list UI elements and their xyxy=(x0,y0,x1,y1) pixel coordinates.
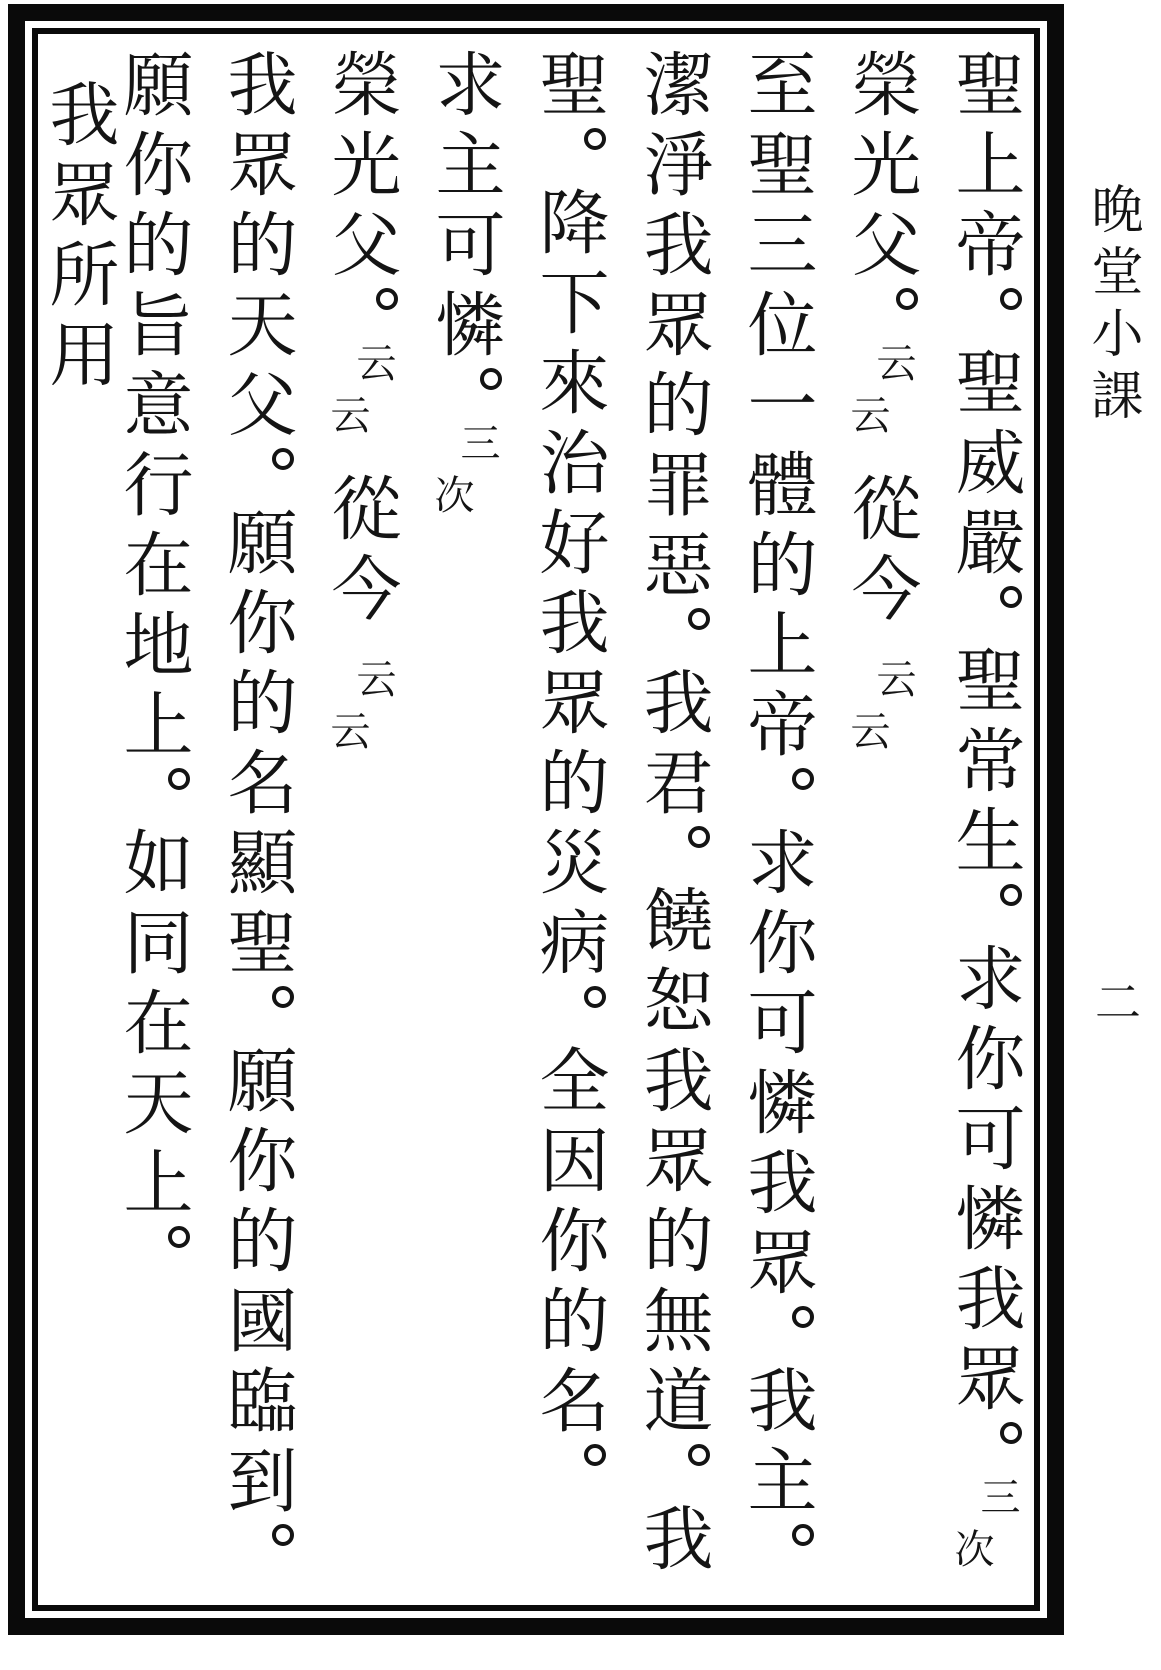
text-column-6 xyxy=(398,48,506,1591)
period-mark xyxy=(584,128,606,150)
period-mark xyxy=(584,986,606,1008)
text-column-8 xyxy=(190,48,298,1591)
prayer-text-segment: 我主 xyxy=(736,1364,818,1552)
text-column-7 xyxy=(294,48,402,1591)
annotation-small-text: 三次 xyxy=(428,422,500,522)
period-mark xyxy=(376,288,398,310)
period-mark xyxy=(688,826,710,848)
text-column-5 xyxy=(502,48,610,1591)
period-mark xyxy=(896,288,918,310)
prayer-text-segment: 饒恕我眾的無道 xyxy=(632,884,714,1472)
annotation-small-text: 云云 xyxy=(844,658,916,758)
annotation-small-text: 云云 xyxy=(324,658,396,758)
period-mark xyxy=(792,1524,814,1546)
prayer-text-segment: 求主可憐 xyxy=(424,48,506,396)
prayer-text-segment: 願你的國臨到 xyxy=(216,1044,298,1552)
prayer-text-segment: 榮光父 xyxy=(840,48,922,316)
page-number: 二 xyxy=(1088,978,1142,1024)
period-mark xyxy=(688,1444,710,1466)
period-mark xyxy=(792,1306,814,1328)
prayer-text-segment: 全因你的名 xyxy=(528,1044,610,1472)
prayer-text-segment: 我 xyxy=(632,1502,714,1582)
prayer-text-segment: 降下來治好我眾的災病 xyxy=(528,186,610,1014)
text-column-1 xyxy=(918,48,1026,1591)
prayer-text-segment: 聖常生 xyxy=(944,644,1026,912)
period-mark xyxy=(792,768,814,790)
period-mark xyxy=(272,986,294,1008)
prayer-text-segment: 從今 xyxy=(840,472,922,632)
page-frame-inner xyxy=(32,28,1040,1611)
period-mark xyxy=(1000,586,1022,608)
prayer-text-segment: 我眾所用 xyxy=(38,78,120,398)
period-mark xyxy=(480,368,502,390)
period-mark xyxy=(168,768,190,790)
period-mark xyxy=(272,1524,294,1546)
period-mark xyxy=(1000,1422,1022,1444)
prayer-text-segment: 聖威嚴 xyxy=(944,346,1026,614)
period-mark xyxy=(168,1226,190,1248)
prayer-text-segment: 從今 xyxy=(320,472,402,632)
period-mark xyxy=(688,608,710,630)
prayer-text-segment: 求你可憐我眾 xyxy=(944,942,1026,1450)
period-mark xyxy=(272,448,294,470)
prayer-text-segment: 至聖三位一體的上帝 xyxy=(736,48,818,796)
prayer-text-segment: 願你的旨意行在地上 xyxy=(112,48,194,796)
prayer-text-segment: 聖上帝 xyxy=(944,48,1026,316)
prayer-text-segment: 我眾的天父 xyxy=(216,48,298,476)
prayer-text-segment: 求你可憐我眾 xyxy=(736,826,818,1334)
prayer-text-segment: 聖 xyxy=(528,48,610,156)
prayer-text-segment: 願你的名顯聖 xyxy=(216,506,298,1014)
text-column-9 xyxy=(38,48,194,1591)
prayer-text-segment: 榮光父 xyxy=(320,48,402,316)
page-frame-outer xyxy=(8,4,1064,1635)
prayer-text-segment: 我君 xyxy=(632,666,714,854)
prayer-text-area xyxy=(38,34,1034,1605)
text-column-3 xyxy=(710,48,818,1591)
annotation-small-text: 云云 xyxy=(844,342,916,442)
period-mark xyxy=(1000,288,1022,310)
annotation-small-text: 云云 xyxy=(324,342,396,442)
prayer-text-segment: 如同在天上 xyxy=(112,826,194,1254)
period-mark xyxy=(584,1444,606,1466)
prayer-text-segment: 潔淨我眾的罪惡 xyxy=(632,48,714,636)
text-column-4 xyxy=(606,48,714,1591)
text-column-2 xyxy=(814,48,922,1591)
margin-book-title: 晚堂小課 xyxy=(1082,182,1142,430)
annotation-small-text: 三次 xyxy=(948,1476,1020,1576)
period-mark xyxy=(1000,884,1022,906)
